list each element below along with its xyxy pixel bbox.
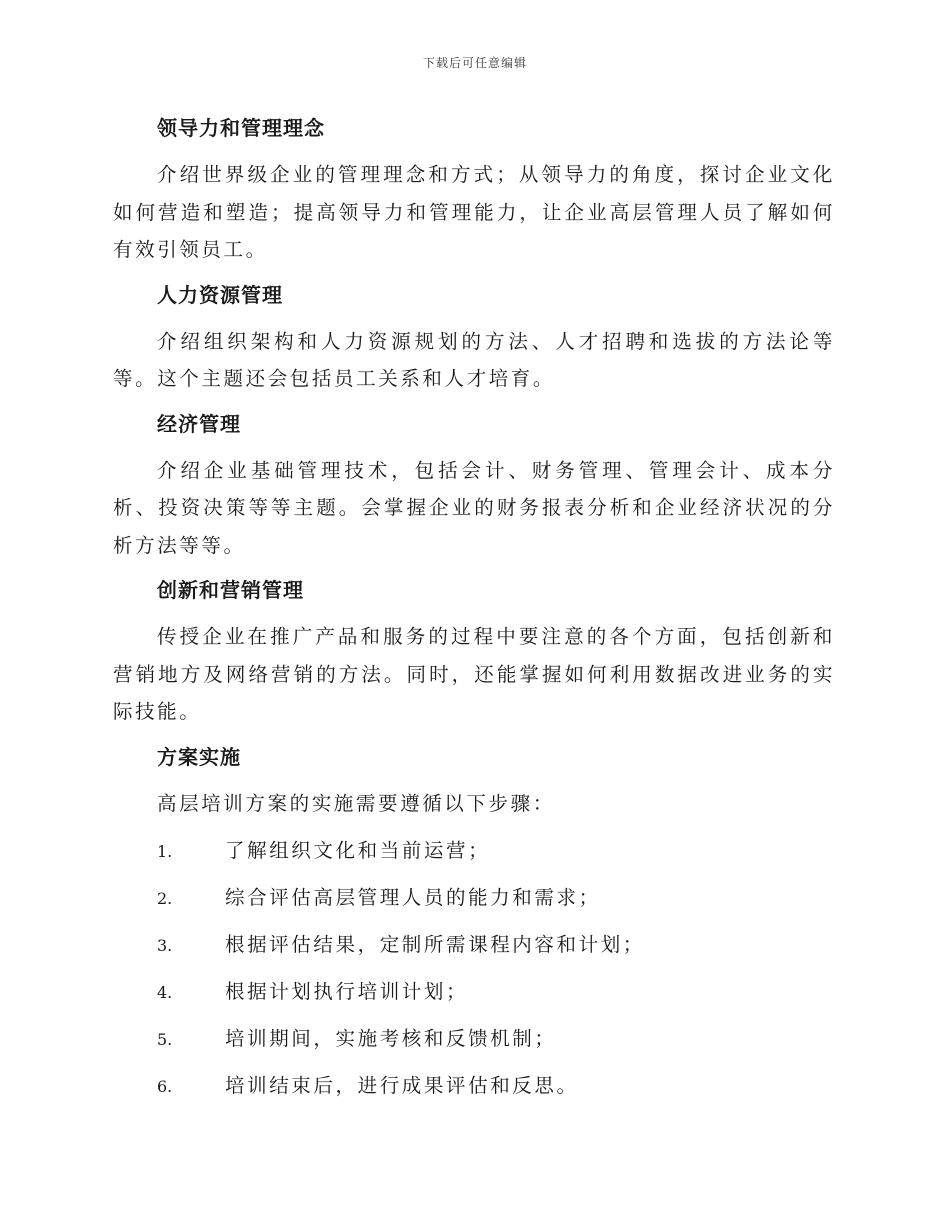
step-text: 根据计划执行培训计划； <box>225 980 469 1003</box>
list-item <box>113 1020 835 1058</box>
step-text: 了解组织文化和当前运营； <box>225 839 491 862</box>
list-item <box>113 832 835 870</box>
steps-list <box>113 832 835 1105</box>
section-paragraph: 介绍世界级企业的管理理念和方式；从领导力的角度，探讨企业文化如何营造和塑造；提高领导力和管理能力，让企业高层管理人员了解如何有效引领员工。 <box>113 163 835 261</box>
step-number: 2. <box>157 889 173 908</box>
section-implementation <box>113 741 835 1105</box>
section-leadership <box>113 112 835 269</box>
section-paragraph: 介绍组织架构和人力资源规划的方法、人才招聘和选拔的方法论等等。这个主题还会包括员工关系和人才培育。 <box>113 329 835 390</box>
header-note: 下载后可任意编辑 <box>422 56 527 70</box>
step-text: 根据评估结果，定制所需课程内容和计划； <box>225 933 645 956</box>
step-text: 培训结束后，进行成果评估和反思。 <box>225 1074 579 1097</box>
list-item <box>113 879 835 917</box>
section-heading: 人力资源管理 <box>157 282 283 307</box>
step-text: 综合评估高层管理人员的能力和需求； <box>225 886 601 909</box>
step-number: 5. <box>157 1030 173 1049</box>
section-heading: 经济管理 <box>157 411 241 436</box>
section-economics <box>113 408 835 565</box>
step-number: 4. <box>157 983 173 1002</box>
implementation-intro: 高层培训方案的实施需要遵循以下步骤： <box>157 791 555 815</box>
list-item <box>113 1067 835 1105</box>
section-innovation <box>113 574 835 731</box>
section-hr <box>113 279 835 398</box>
step-number: 1. <box>157 842 173 861</box>
section-paragraph: 介绍企业基础管理技术，包括会计、财务管理、管理会计、成本分析、投资决策等等主题。会掌握企业的财务报表分析和企业经济状况的分析方法等等。 <box>113 458 835 557</box>
list-item <box>113 973 835 1011</box>
step-number: 3. <box>157 936 173 955</box>
document-body <box>113 112 835 1114</box>
list-item <box>113 926 835 964</box>
section-heading: 方案实施 <box>157 744 241 769</box>
section-paragraph: 传授企业在推广产品和服务的过程中要注意的各个方面，包括创新和营销地方及网络营销的方法。同时，还能掌握如何利用数据改进业务的实际技能。 <box>113 625 835 723</box>
step-number: 6. <box>157 1077 173 1096</box>
section-heading: 领导力和管理理念 <box>157 116 325 140</box>
step-text: 培训期间，实施考核和反馈机制； <box>225 1027 557 1050</box>
section-heading: 创新和营销管理 <box>157 578 304 602</box>
